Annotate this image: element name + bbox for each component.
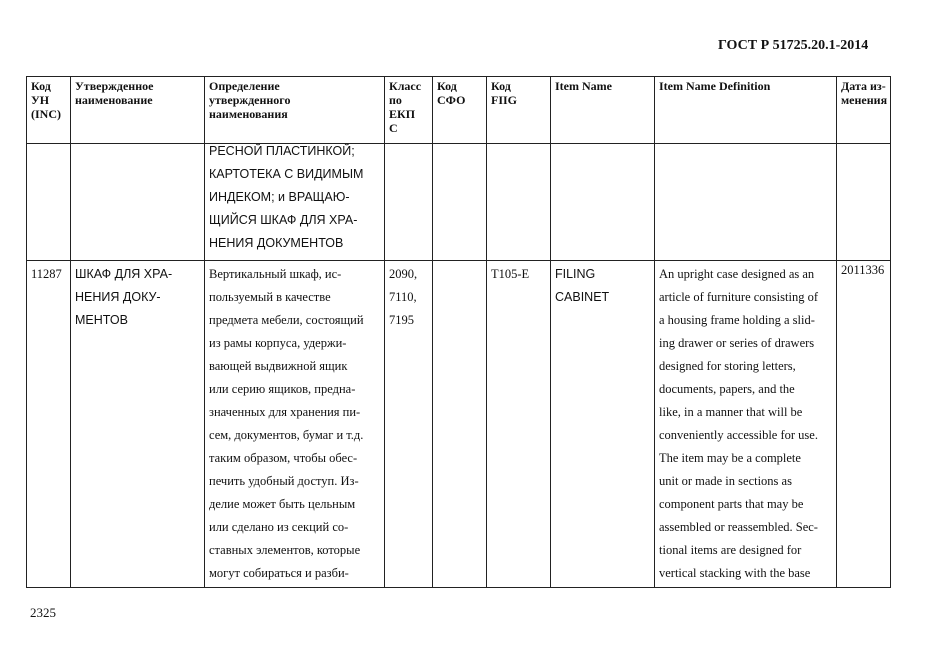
text-line: РЕСНОЙ ПЛАСТИНКОЙ; — [209, 144, 355, 158]
text-line: a housing frame holding a slid- — [659, 313, 815, 327]
cell-name — [71, 144, 205, 261]
text-line: vertical stacking with the base — [659, 566, 811, 580]
col-header-item-name — [551, 77, 655, 144]
text-line: или серию ящиков, предна- — [209, 382, 356, 396]
text-line: СФО — [437, 93, 466, 107]
text-line: The item may be a complete — [659, 451, 801, 465]
cell-class — [385, 261, 433, 588]
text-line: article of furniture consisting of — [659, 290, 818, 304]
cell-fiig: T105-E — [487, 261, 551, 588]
text-line: ЕКП — [389, 107, 416, 121]
text-line: наименование — [75, 93, 153, 107]
text-line: component parts that may be — [659, 497, 804, 511]
text-line: assembled or reassembled. Sec- — [659, 520, 818, 534]
text-line: сем, документов, бумаг и т.д. — [209, 428, 364, 442]
cell-item-definition — [655, 144, 837, 261]
cell-sfo — [433, 261, 487, 588]
col-header-change-date — [837, 77, 891, 144]
classification-table — [26, 76, 891, 588]
text-line: МЕНТОВ — [75, 313, 128, 327]
text-line: наименования — [209, 107, 288, 121]
col-header-inc — [27, 77, 71, 144]
text-line: Код — [437, 79, 457, 93]
text-line: НЕНИЯ ДОКУ- — [75, 290, 161, 304]
cell-item-definition — [655, 261, 837, 588]
text-line: пользуемый в качестве — [209, 290, 331, 304]
text-line: могут собираться и разби- — [209, 566, 349, 580]
col-header-sfo — [433, 77, 487, 144]
text-line: Дата из- — [841, 79, 886, 93]
table-row-continuation — [27, 144, 891, 261]
cell-item-name — [551, 144, 655, 261]
text-line: ШКАФ ДЛЯ ХРА- — [75, 267, 173, 281]
text-line: 2090, — [389, 267, 418, 281]
text-line: conveniently accessible for use. — [659, 428, 818, 442]
text-line: An upright case designed as an — [659, 267, 815, 281]
text-line: Класс — [389, 79, 422, 93]
text-line: ИНДЕКОМ; и ВРАЩАЮ- — [209, 190, 350, 204]
text-line: ставных элементов, которые — [209, 543, 361, 557]
cell-fiig — [487, 144, 551, 261]
cell-sfo — [433, 144, 487, 261]
text-line: менения — [841, 93, 888, 107]
cell-inc — [27, 144, 71, 261]
text-line: Определение — [209, 79, 280, 93]
text-line: Item Name Definition — [659, 79, 771, 93]
text-line: tional items are designed for — [659, 543, 802, 557]
text-line: УН — [31, 93, 50, 107]
text-line: documents, papers, and the — [659, 382, 795, 396]
cell-name — [71, 261, 205, 588]
cell-inc: 11287 — [27, 261, 71, 588]
text-line: like, in a manner that will be — [659, 405, 803, 419]
col-header-fiig — [487, 77, 551, 144]
text-line: 7110, — [389, 290, 417, 304]
text-line: ing drawer or series of drawers — [659, 336, 815, 350]
document-code: ГОСТ Р 51725.20.1-2014 — [718, 38, 869, 53]
text-line: по — [389, 93, 402, 107]
col-header-approved-name — [71, 77, 205, 144]
text-line: (INC) — [31, 107, 61, 121]
col-header-definition — [205, 77, 385, 144]
text-line: unit or made in sections as — [659, 474, 792, 488]
text-line: Код — [31, 79, 51, 93]
text-line: designed for storing letters, — [659, 359, 796, 373]
text-line: КАРТОТЕКА С ВИДИМЫМ — [209, 167, 364, 181]
text-line: вающей выдвижной ящик — [209, 359, 348, 373]
page-number: 2325 — [30, 605, 56, 620]
text-line: Вертикальный шкаф, ис- — [209, 267, 342, 281]
table-row-11287 — [27, 261, 891, 588]
cell-definition — [205, 144, 385, 261]
text-line: FIIG — [491, 93, 518, 107]
text-line: утвержденного — [209, 93, 291, 107]
text-line: FILING — [555, 267, 596, 281]
text-line: значенных для хранения пи- — [209, 405, 361, 419]
cell-item-name — [551, 261, 655, 588]
cell-class — [385, 144, 433, 261]
text-line: НЕНИЯ ДОКУМЕНТОВ — [209, 236, 344, 250]
col-header-class — [385, 77, 433, 144]
text-line: Утвержденное — [75, 79, 154, 93]
cell-change-date — [837, 144, 891, 261]
text-line: из рамы корпуса, удержи- — [209, 336, 347, 350]
cell-definition — [205, 261, 385, 588]
text-line: 7195 — [389, 313, 414, 327]
col-header-item-definition — [655, 77, 837, 144]
text-line: таким образом, чтобы обес- — [209, 451, 358, 465]
text-line: ЩИЙСЯ ШКАФ ДЛЯ ХРА- — [209, 213, 358, 227]
cell-change-date: 2011336 — [837, 261, 891, 588]
text-line: CABINET — [555, 290, 610, 304]
text-line: Item Name — [555, 79, 612, 93]
text-line: предмета мебели, состоящий — [209, 313, 364, 327]
text-line: печить удобный доступ. Из- — [209, 474, 359, 488]
text-line: Код — [491, 79, 511, 93]
text-line: делие может быть цельным — [209, 497, 356, 511]
header-row — [27, 77, 891, 144]
text-line: С — [389, 121, 398, 135]
text-line: или сделано из секций со- — [209, 520, 349, 534]
